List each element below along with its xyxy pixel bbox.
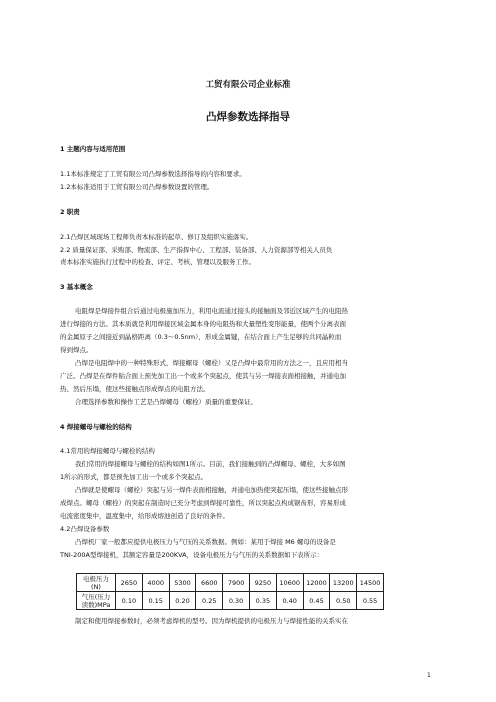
table-cell: 13200 (330, 574, 357, 592)
document-title: 凸焊参数选择指导 (206, 111, 290, 123)
table-cell: 6600 (196, 574, 223, 592)
section-heading-3: 3 基本概念 (60, 283, 93, 291)
table-cell: 0.50 (330, 592, 357, 610)
table-cell: 0.15 (142, 592, 169, 610)
paragraph-line: 我们常用的焊接螺母与螺栓的结构如图1所示。目前，我们接触到的凸焊螺母、螺栓，大多如图 (75, 460, 346, 468)
paragraph-line: 电流密度集中，温度集中，给形成熔池创造了良好的条件。 (60, 512, 229, 520)
section-heading-4: 4 焊接螺母与螺栓的结构 (60, 423, 132, 431)
paragraph-line: 1所示的形式，都是预先加工出一个或多个突起点。 (60, 473, 208, 481)
table-cell: 0.10 (116, 592, 143, 610)
paragraph-line: 1.2本标准适用于工贸有限公司凸焊参数设置的管理。 (60, 183, 214, 191)
table-row-header: 电极压力 (N) (77, 574, 116, 592)
paragraph-line: 得到焊点。 (60, 346, 93, 354)
table-cell: 14500 (357, 574, 384, 592)
paragraph-line: 2.2 质量保证部、采购部、物流部、生产指挥中心、工程部、装备部、人力资源部等相关人员负 (60, 246, 333, 254)
paragraph-line: TNI-200A型焊接机，其额定容量是200KVA，设备电极压力与气压的关系数据如下表所示： (60, 551, 324, 559)
paragraph-line: 责本标准实施执行过程中的检查、评定、考核、管理以及服务工作。 (60, 258, 255, 266)
paragraph-line: 凸焊就是使螺母（螺栓）突起与另一焊件表面相接触，并通电加热使突起压塌，使这些接触点形 (75, 486, 348, 494)
pressure-table (76, 573, 384, 610)
paragraph-line: 进行焊接的方法。其本质就是利用焊接区域金属本身的电阻热和大量塑性变形能量，使两个分离表面 (60, 320, 346, 328)
table-cell: 9250 (249, 574, 276, 592)
section-heading-1: 1 主题内容与适用范围 (60, 145, 126, 153)
paragraph-line: 成焊点。螺母（螺栓）的突起在制造时已充分考虑到焊接可靠性，所以突起点构成锯齿形，容易形成 (60, 499, 346, 507)
paragraph-line: 广泛。凸焊是在焊件貼合面上预先加工出一个或多个突起点，使其与另一焊接表面相接触，并通电加 (60, 372, 346, 380)
paragraph-line: 4.1常用的焊接螺母与螺栓的结构 (60, 447, 155, 455)
paragraph-line: 电阻焊是焊接件组合后通过电极施加压力，利用电流通过接头的接触面及邻近区域产生的电阻热 (75, 307, 348, 315)
table-row-header: 气压(压力 读数)MPa (77, 592, 116, 610)
table-cell: 0.55 (357, 592, 384, 610)
page-number: 1 (427, 672, 431, 679)
table-cell: 0.20 (169, 592, 196, 610)
table-cell: 5300 (169, 574, 196, 592)
paragraph-line: 制定和使用焊接参数时，必须考虑焊机的型号。因为焊机提供的电极压力与焊接性能的关系实在 (75, 617, 348, 625)
paragraph-line: 凸焊机厂家一般都应提供电极压力与气压的关系数据。例如：某用于焊接 M6 螺母的设备是 (75, 538, 336, 546)
paragraph-line: 4.2凸焊设备参数 (60, 525, 110, 533)
table-cell: 0.30 (223, 592, 250, 610)
table-cell: 12000 (303, 574, 330, 592)
table-cell: 4000 (142, 574, 169, 592)
table-cell: 0.45 (303, 592, 330, 610)
paragraph-line: 的金属原子之间接近到晶格距离（0.3～0.5nm），形成金属键，在结合面上产生足够的共同晶粒而 (60, 333, 342, 341)
company-title: 工贸有限公司企业标准 (205, 80, 291, 90)
table-cell: 0.35 (249, 592, 276, 610)
paragraph-line: 合理选择参数和操作工艺是凸焊螺母（螺栓）质量的重要保证。 (75, 398, 257, 406)
table-cell: 10600 (276, 574, 303, 592)
paragraph-line: 1.1本标准规定了工贸有限公司凸焊参数选择指导的内容和要求。 (60, 170, 246, 178)
table-row (77, 592, 384, 610)
section-heading-2: 2 职责 (60, 208, 80, 216)
table-cell: 0.25 (196, 592, 223, 610)
paragraph-line: 2.1凸焊区域现场工程师负责本标准的起草、修订及组织实施落实。 (60, 233, 253, 241)
paragraph-line: 凸焊是电阻焊中的一种特殊形式，焊接螺母（螺栓）又是凸焊中最常用的方法之一，且应用相当 (75, 359, 348, 367)
table-row (77, 574, 384, 592)
paragraph-line: 热、然后压塌，使这些接触点形成焊点的电阻方法。 (60, 385, 210, 393)
table-cell: 2650 (116, 574, 143, 592)
table-cell: 7900 (223, 574, 250, 592)
table-cell: 0.40 (276, 592, 303, 610)
